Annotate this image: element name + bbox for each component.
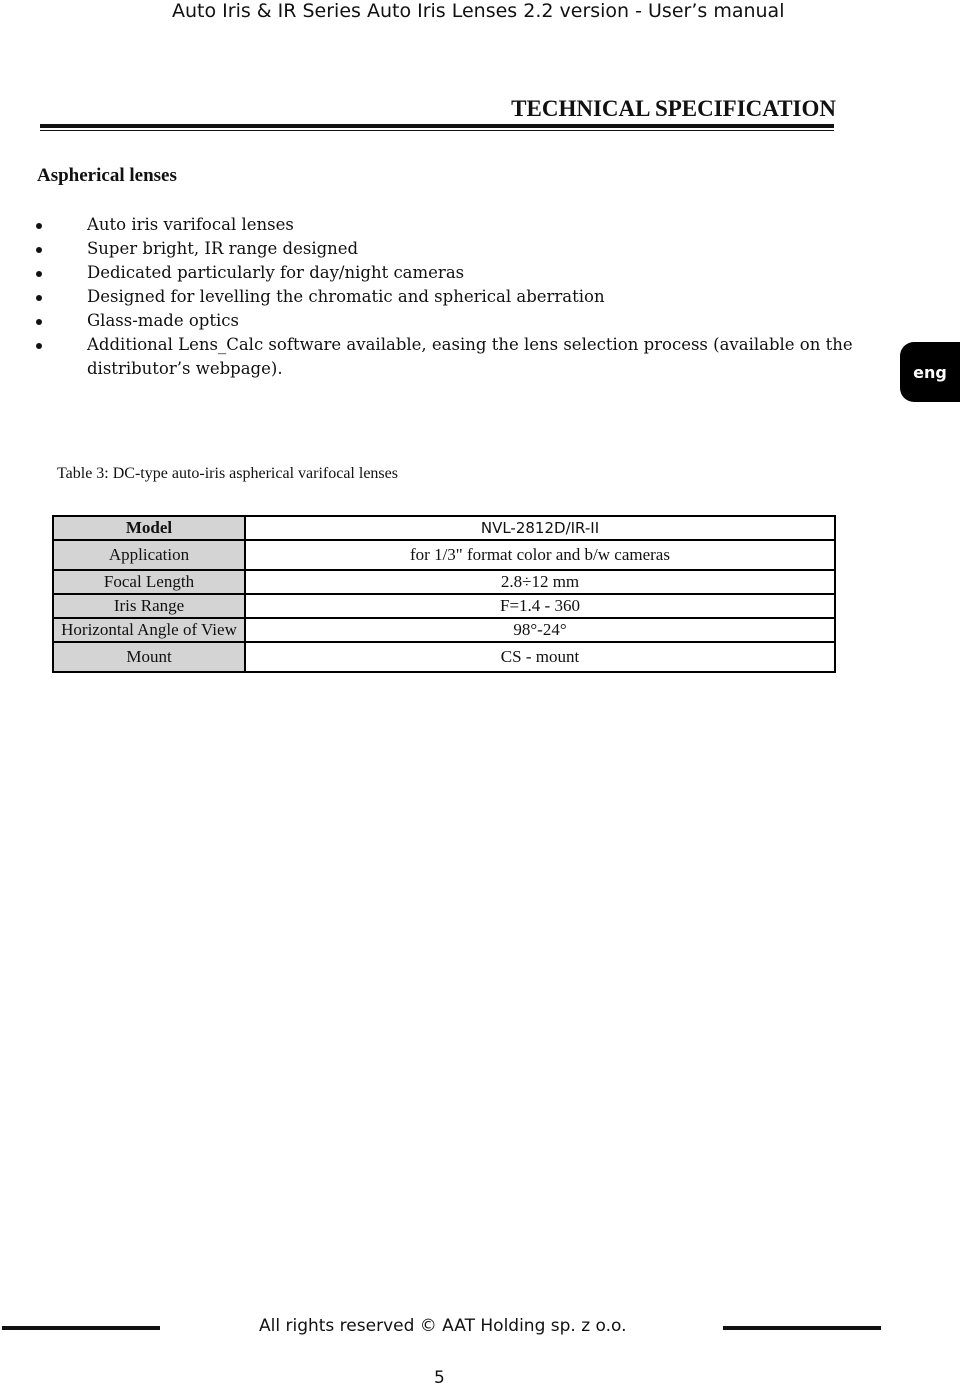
feature-list — [0, 213, 880, 381]
table-row — [53, 642, 835, 672]
row-value: 2.8÷12 mm — [245, 570, 835, 594]
table-row — [53, 618, 835, 642]
table-row — [53, 570, 835, 594]
bullet-icon — [36, 319, 42, 325]
table-row — [53, 516, 835, 540]
page-number: 5 — [434, 1368, 445, 1388]
list-item-text: Additional Lens_Calc software available, easing the lens selection process (available on the distributor’s webpage). — [87, 335, 853, 378]
list-item-text: Designed for levelling the chromatic and spherical aberration — [87, 287, 605, 306]
row-label: Mount — [53, 642, 245, 672]
table-caption: Table 3: DC-type auto-iris aspherical varifocal lenses — [57, 465, 398, 482]
list-item — [0, 309, 880, 333]
language-tab[interactable]: eng — [900, 342, 960, 402]
row-label: Application — [53, 540, 245, 570]
bullet-icon — [36, 343, 42, 349]
content-title: Aspherical lenses — [37, 165, 177, 186]
section-heading: TECHNICAL SPECIFICATION — [511, 96, 836, 121]
row-value: 98°-24° — [245, 618, 835, 642]
bullet-icon — [36, 295, 42, 301]
list-item-text: Super bright, IR range designed — [87, 239, 359, 258]
list-item — [0, 213, 880, 237]
row-label: Focal Length — [53, 570, 245, 594]
list-item-text: Dedicated particularly for day/night cameras — [87, 263, 465, 282]
row-value: F=1.4 - 360 — [245, 594, 835, 618]
footer-line-left — [2, 1326, 160, 1330]
row-value: for 1/3" format color and b/w cameras — [245, 540, 835, 570]
row-label: Iris Range — [53, 594, 245, 618]
heading-divider-thin — [40, 130, 834, 131]
row-label: Model — [53, 516, 245, 540]
footer-copyright: All rights reserved © AAT Holding sp. z o.o. — [259, 1316, 627, 1336]
spec-table — [52, 515, 836, 673]
list-item — [0, 261, 880, 285]
list-item — [0, 333, 880, 381]
bullet-icon — [36, 247, 42, 253]
bullet-icon — [36, 223, 42, 229]
row-value: CS - mount — [245, 642, 835, 672]
list-item — [0, 237, 880, 261]
heading-divider-thick — [40, 124, 834, 128]
table-row — [53, 594, 835, 618]
footer-line-right — [723, 1326, 881, 1330]
list-item — [0, 285, 880, 309]
row-value: NVL-2812D/IR-II — [245, 516, 835, 540]
list-item-text: Glass-made optics — [87, 311, 239, 330]
table-row — [53, 540, 835, 570]
document-header: Auto Iris & IR Series Auto Iris Lenses 2.2 version - User’s manual — [172, 0, 785, 22]
row-label: Horizontal Angle of View — [53, 618, 245, 642]
bullet-icon — [36, 271, 42, 277]
list-item-text: Auto iris varifocal lenses — [87, 215, 294, 234]
